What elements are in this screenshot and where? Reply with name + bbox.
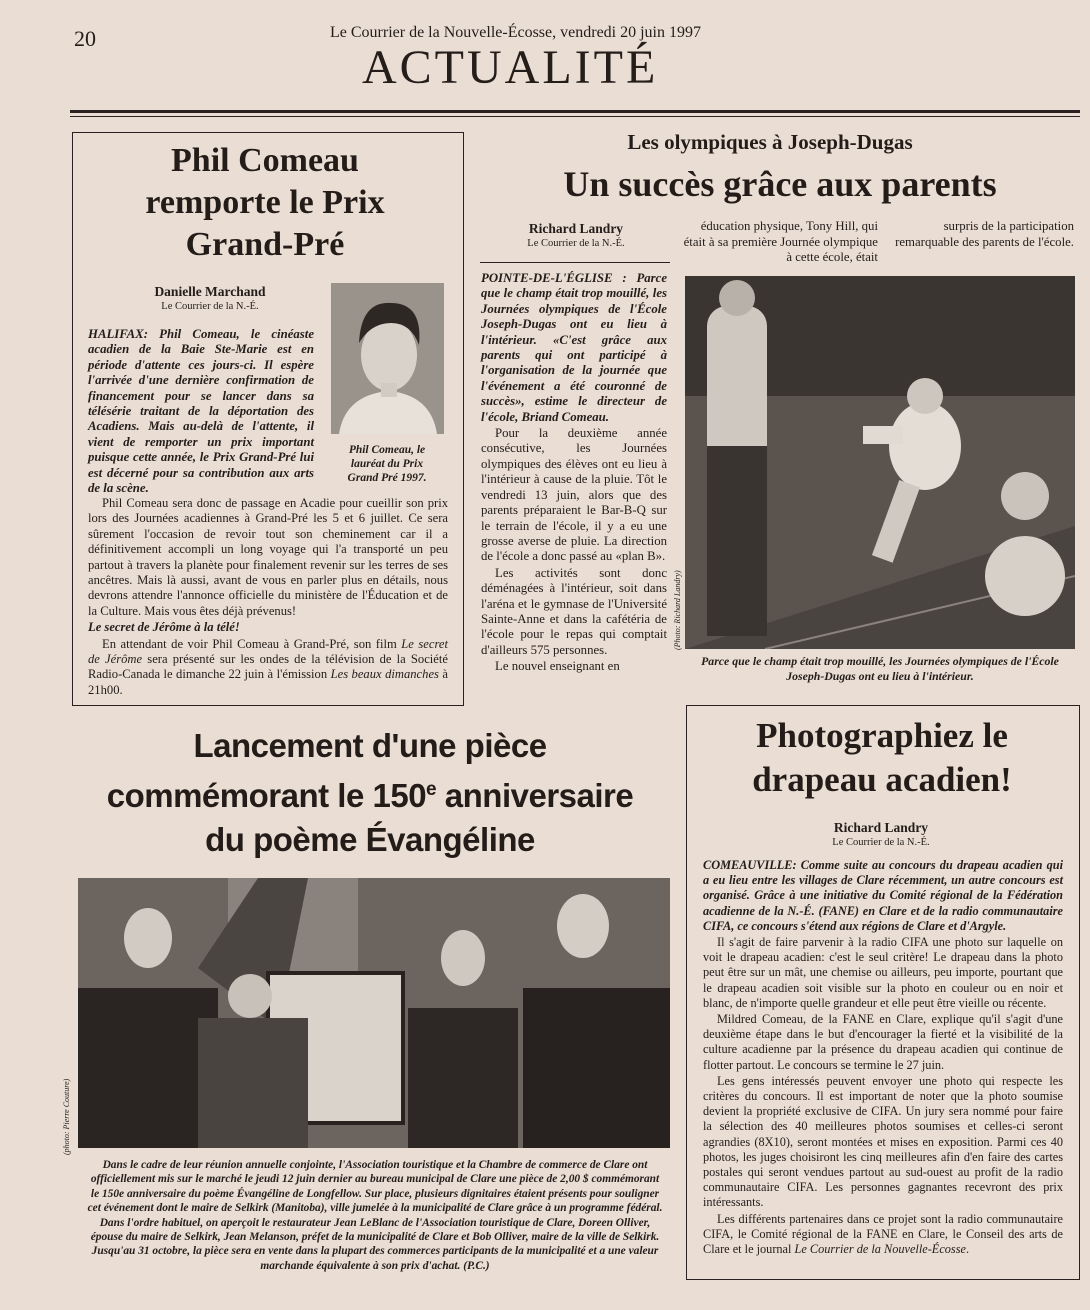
evangeline-title-line-1: Lancement d'une pièce	[193, 727, 547, 764]
olympiques-byline	[486, 221, 666, 251]
olympiques-col-2: éducation physique, Tony Hill, qui était à sa première Journée olympique à cette école, était	[683, 219, 878, 265]
drapeau-headline: Photographiez le drapeau acadien!	[752, 716, 1012, 799]
drapeau-paragraph-3: Les gens intéressés peuvent envoyer une photo qui respecte les critères du concours. Il est important de noter que la photo soumise devient la propriété exclusive de CIFA. Un jury sera nommé pour faire la sélection des 40 meilleures photos soumises et celles-ci seront agrandies (8X10), seront montées et mises en exposition. Parmi ces 40 photos, les juges choisiront les cinq meilleures afin d'en faire des cartes postales qui seront vendues partout au sud-ouest au profit de la radio communautaire CIFA. Les personnes gagnantes recevront des prix intéressants.	[703, 1073, 1063, 1210]
evangeline-caption: Dans le cadre de leur réunion annuelle conjointe, l'Association touristique et la Chambre de commerce de Clare ont officiellement mis sur le marché le jeudi 12 juin dernier au bureau municipal de Clare une pièce de 2,00 $ commémorant le 150e anniversaire du poème Évangéline de Longfellow. Sur place, plusieurs dignitaires étaient présents pour souligner cet événement dont le maire de Selkirk (Manitoba), ville jumelée à la municipalité de Clare grâce à un programme fédéral. Dans l'ordre habituel, on aperçoit le restaurateur Jean LeBlanc de l'Association touristique de Clare, Doreen Olliver, épouse du maire de Selkirk, Jean Melanson, préfet de la municipalité de Clare et Bob Olliver, maire de la ville de Selkirk. Jusqu'au 31 octobre, la pièce sera en vente dans la plupart des commerces participants de la municipalité et a une valeur marchande équivalente à son prix d'achat. (P.C.)	[87, 1159, 663, 1272]
drapeau-publication: Le Courrier de la N.-É.	[832, 837, 930, 848]
comeau-lead: HALIFAX: Phil Comeau, le cinéaste acadien de la Baie Ste-Marie est en période d'attente ces jours-ci. Il espère l'arrivée d'une dernière confirmation de financement pour se lancer dans sa télésérie traitant de la déportation des Acadiens. Mais au-delà de l'attente, il vient de remporter un prix important puisque cette année, le Prix Grand-Pré lui est décerné pour sa contribution aux arts de la scène.	[88, 327, 314, 496]
comeau-paragraph-3: En attendant de voir Phil Comeau à Grand-Pré, son film Le secret de Jérôme sera présenté sur les ondes de la télévision de la Société Radio-Canada le dimanche 22 juin à l'émission Les beaux dimanches à 21h00.	[88, 636, 448, 697]
comeau-paragraph-1: Phil Comeau sera donc de passage en Acadie pour cueillir son prix lors des Journées acadiennes à Grand-Pré les 5 et 6 juillet. Ce sera sûrement l'occasion de revoir tout son cheminement car il a définitivement accompli un long voyage qui l'a transporté un peu partout à travers la planète pour finalement revenir sur les terres de ses ancêtres. Mais là aussi, avant de vous en parler plus en détails, nous devrons attendre l'annonce officielle du ministère de l'Éducation et de la Culture. Mais vous êtes déjà prévenus!	[88, 496, 448, 618]
drapeau-paragraph-4: Les différents partenaires dans ce projet sont la radio communautaire CIFA, le Comité régional de la FANE en Clare, le Conseil des arts de Clare et le journal Le Courrier de la Nouvelle-Écosse.	[703, 1211, 1063, 1257]
comeau-photo-caption: Phil Comeau, le lauréat du Prix Grand Pré 1997.	[347, 444, 427, 484]
comeau-publication: Le Courrier de la N.-É.	[161, 301, 259, 312]
drapeau-body	[703, 858, 1063, 1258]
drapeau-paragraph-1: Il s'agit de faire parvenir à la radio CIFA une photo sur laquelle on voit le drapeau acadien: c'est le seul critère! Le drapeau dans la photo peut être sur un mât, une chemise ou ailleurs, peu importe, pourtant que le drapeau acadien soit visible sur la photo en couleur ou en noir et blanc, de n'importe quelle grandeur et elle peut être vieille ou récente.	[703, 935, 1063, 1010]
page-number: 20	[74, 26, 96, 51]
olympiques-paragraph-2: Les activités sont donc déménagées à l'intérieur, soit dans l'aréna et le gymnase de l'Université Sainte-Anne et dans la cafétéria de l'école pour le repas qui comptait d'ailleurs 575 personnes.	[481, 565, 667, 657]
drapeau-author: Richard Landry	[833, 820, 929, 835]
drapeau-byline	[791, 820, 971, 850]
header-rule-thin	[70, 116, 1080, 117]
olympiques-gym-photo	[685, 276, 1075, 649]
gym-scene-illustration	[685, 276, 1075, 649]
section-title: ACTUALITÉ	[362, 41, 659, 94]
olympiques-author: Richard Landry	[528, 221, 624, 236]
comeau-body	[88, 496, 448, 699]
group-scene-illustration	[78, 878, 670, 1148]
evangeline-headline	[70, 724, 670, 862]
olympiques-headline: Un succès grâce aux parents	[563, 164, 997, 204]
evangeline-title-line-2: commémorant le 150e anniversaire	[106, 777, 634, 814]
olympiques-paragraph-3: Le nouvel enseignant en	[495, 659, 620, 674]
comeau-headline: Phil Comeau remporte le Prix Grand-Pré	[145, 142, 385, 263]
olympiques-paragraph-1: Pour la deuxième année consécutive, les Journées olympiques des élèves ont eu lieu à l'intérieur à cause de la pluie. Tôt le vendredi 13 juin, alors que des parents préparaient le Bar-B-Q sur le terrain de l'école, il y a eu une grosse averse de pluie. La direction de l'école a donc passé au «plan B».	[481, 426, 667, 564]
comeau-subhead: Le secret de Jérôme à la télé!	[88, 620, 240, 635]
newspaper-dateline: Le Courrier de la Nouvelle-Écosse, vendredi 20 juin 1997	[330, 24, 701, 41]
olympiques-col-3: surpris de la participation remarquable des parents de l'école.	[895, 219, 1074, 249]
olympiques-body	[481, 271, 667, 676]
evangeline-photo-credit: (photo: Pierre Couture)	[62, 1078, 71, 1155]
evangeline-title-line-3: du poème Évangéline	[205, 821, 535, 858]
evangeline-group-photo	[78, 878, 670, 1148]
drapeau-lead: COMEAUVILLE: Comme suite au concours du drapeau acadien qui a eu lieu entre les villages de Clare récemment, un autre concours est organisé. Grâce à une initiative du Comité régional de la Fédération acadienne de la N.-É. (FANE) en Clare et de la radio communautaire CIFA, ce concours s'étend aux régions de Clare et d'Argyle.	[703, 858, 1063, 933]
comeau-byline	[110, 284, 310, 314]
olympiques-photo-caption: Parce que le champ était trop mouillé, les Journées olympiques de l'École Joseph-Dugas ont eu lieu à l'intérieur.	[701, 654, 1059, 683]
comeau-author: Danielle Marchand	[154, 284, 266, 299]
portrait-illustration	[331, 283, 444, 434]
olympiques-kicker: Les olympiques à Joseph-Dugas	[627, 130, 913, 154]
olympiques-lead: POINTE-DE-L'ÉGLISE : Parce que le champ était trop mouillé, les Journées olympiques de l'École Joseph-Dugas ont eu lieu à l'intérieur. «C'est grâce aux parents qui ont participé à l'organisation de la journée que l'événement a été couronné de succès», estime le directeur de l'école, Briand Comeau.	[481, 271, 667, 424]
olympiques-publication: Le Courrier de la N.-É.	[527, 238, 625, 249]
olympiques-byline-rule	[480, 262, 670, 263]
comeau-portrait-photo	[331, 283, 444, 434]
drapeau-paragraph-2: Mildred Comeau, de la FANE en Clare, explique qu'il s'agit d'une deuxième étape dans le but d'encourager la fierté et la visibilité de la culture acadienne par la présence du drapeau acadien qui continue de flotter partout. Le concours se termine le 27 juin.	[703, 1012, 1063, 1072]
olympiques-photo-credit: (Photo: Richard Landry)	[673, 570, 682, 650]
header-rule	[70, 110, 1080, 113]
